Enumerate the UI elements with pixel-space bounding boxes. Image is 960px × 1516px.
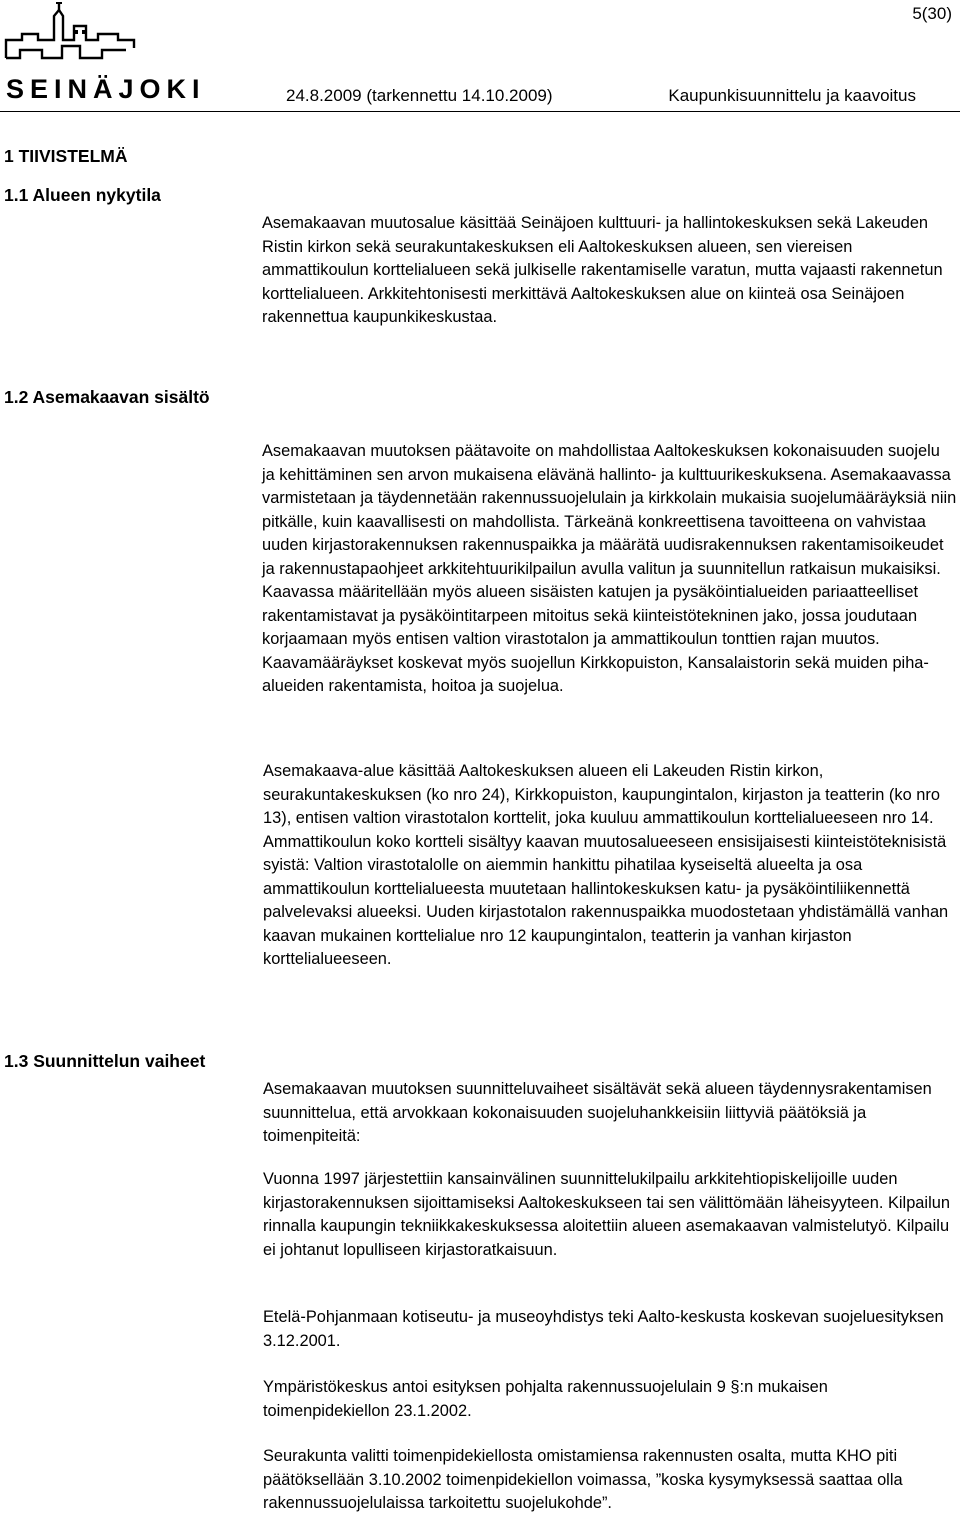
logo-wordmark: SEINÄJOKI xyxy=(6,74,206,104)
paragraph: Asemakaava-alue käsittää Aaltokeskuksen alueen eli Lakeuden Ristin kirkon, seurakuntakeskuksen (ko nro 24), Kirkkopuiston, kaupungintalon, kirjaston ja teatterin (ko nro 13), entisen valtion virastotalon korttelit, joka kuuluu ammattikoulun korttelialueeseen nro 14. Ammattikoulun koko kortteli sisältyy kaavan muutosalueeseen ensisijaisesti kiinteistöteknisistä syistä: Valtion virastotalolle on aiemmin hankittu pihatilaa kyseiseltä alueelta ja osa ammattikoulun korttelialueesta muutetaan hallintokeskuksen katu- ja pysäköintiliikennettä palvelevaksi alueeksi. Uuden kirjastotalon rakennuspaikka muodostetaan yhdistämällä vanhan kaavan mukainen korttelialue nro 12 kaupungintalon, teatterin ja vanhan kirjaston korttelialueeseen. xyxy=(263,762,949,968)
main-heading: 1 TIIVISTELMÄ xyxy=(4,146,128,166)
seinajoki-logo xyxy=(2,0,206,110)
header-rule xyxy=(0,111,960,112)
section-heading-plan-content: 1.2 Asemakaavan sisältö xyxy=(4,387,210,407)
header-department: Kaupunkisuunnittelu ja kaavoitus xyxy=(668,86,916,105)
city-skyline-icon xyxy=(2,0,174,72)
paragraph: Seurakunta valitti toimenpidekiellosta omistamiensa rakennusten osalta, mutta KHO piti päätöksellään 3.10.2002 toimenpidekiellon voimassa, ”koska kysymyksessä saattaa olla rakennussuojelulaissa tarkoitettu suojelukohde”. xyxy=(263,1447,903,1512)
section-heading-planning-phases: 1.3 Suunnittelun vaiheet xyxy=(4,1051,206,1071)
paragraph: Vuonna 1997 järjestettiin kansainvälinen suunnittelukilpailu arkkitehtiopiskelijoille uuden kirjastorakennuksen sijoittamiseksi Aaltokeskukseen tai sen välittömään läheisyyteen. Kilpailun rinnalla kaupungin tekniikkakeskuksessa aloitettiin alueen asemakaavan valmistelutyö. Kilpailu ei johtanut lopulliseen kirjastoratkaisuun. xyxy=(263,1170,950,1259)
page-number: 5(30) xyxy=(912,4,952,23)
paragraph: Etelä-Pohjanmaan kotiseutu- ja museoyhdistys teki Aalto-keskusta koskevan suojeluesityksen 3.12.2001. xyxy=(263,1308,944,1350)
paragraph: Asemakaavan muutoksen suunnitteluvaiheet sisältävät sekä alueen täydennysrakentamisen suunnittelua, että arvokkaan kokonaisuuden suojeluhankkeisiin liittyviä päätöksiä ja toimenpiteitä: xyxy=(263,1080,932,1145)
header-date: 24.8.2009 (tarkennettu 14.10.2009) xyxy=(286,86,553,105)
paragraph: Ympäristökeskus antoi esityksen pohjalta rakennussuojelulain 9 §:n mukaisen toimenpidekiellon 23.1.2002. xyxy=(263,1378,828,1420)
section-heading-current-state: 1.1 Alueen nykytila xyxy=(4,185,161,205)
paragraph: Asemakaavan muutoksen päätavoite on mahdollistaa Aaltokeskuksen kokonaisuuden suojelu ja kehittäminen sen arvon mukaisena elävänä hallinto- ja kulttuurikeskuksena. Asemakaavassa varmistetaan ja täydennetään rakennussuojelulain ja kirkkolain mukaisia suojelumääräyksiä niin pitkälle, kuin kaavallisesti on mahdollista. Tärkeänä konkreettisena tavoitteena on vahvistaa uuden kirjastorakennuksen rakennuspaikka ja määrätä uudisrakennuksen rakentamisoikeudet ja rakennustapaohjeet arkkitehtuurikilpailun avulla valitun ja suunnitellun ratkaisun mukaisiksi. Kaavassa määritellään myös alueen sisäisten katujen ja pysäköintialueiden pariaatteelliset rakentamistavat ja pysäköintitarpeen mitoitus sekä kiinteistötekninen jako, jossa joudutaan korjaamaan myös entisen valtion virastotalon ja ammattikoulun tonttien rajan muutos. Kaavamääräykset koskevat myös suojellun Kirkkopuiston, Kansalaistorin sekä muiden piha-alueiden rakentamista, hoitoa ja suojelua. xyxy=(262,442,957,695)
paragraph: Asemakaavan muutosalue käsittää Seinäjoen kulttuuri- ja hallintokeskuksen sekä Lakeuden Ristin kirkon sekä seurakuntakeskuksen eli Aaltokeskuksen alueen, sen viereisen ammattikoulun korttelialueen sekä julkiselle rakentamiselle varatun, mutta vajaasti rakennetun korttelialueen. Arkkitehtonisesti merkittävä Aaltokeskuksen alue on kiinteä osa Seinäjoen rakennettua kaupunkikeskustaa. xyxy=(262,214,943,326)
